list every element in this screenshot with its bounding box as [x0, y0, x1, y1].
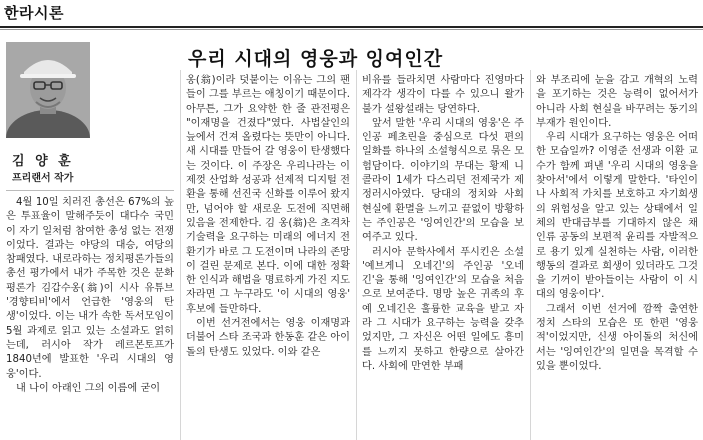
paragraph: 앞서 말한 '우리 시대의 영웅'은 주인공 페초린을 중심으로 다섯 편의 일화를 하나의 소설형식으로 묶은 모험담이다. 이야기의 무대는 황제 니콜라이 1세가 다스리던 전제국가 제정러시아였다. 당대의 정치와 사회 현실에 환멸을 느끼고 끝없이 방황하는 주인공은 '잉여인간'의 모습을 보여주고 있다.	[362, 117, 524, 244]
paragraph: 4월 10일 치러진 총선은 67%의 높은 투표율이 말해주듯이 대다수 국민이 자기 일처럼 참여한 총성 없는 전쟁이었다. 결과는 야당의 대승, 여당의 참패였다. 내로라하는 정치평론가들의 총선 평가에서 내가 주목한 것은 문화평론가 김갑수옹(翁)이 시사 유튜브 '경향티비'에서 언급한 '영웅의 탄생'이었다. 이는 내가 속한 독서모임이 5월 과제로 읽고 있는 소설과도 얽히는데, 러시아 작가 레르몬토프가 1840년에 발표한 '우리 시대의 영웅'이다.	[6, 197, 174, 380]
paragraph: 와 부조리에 눈을 감고 개혁의 노력을 포기하는 것은 능력이 없어서가 아니라 사회 현실을 바꾸려는 동기의 부재가 원인이다.	[536, 75, 698, 129]
column-divider	[530, 70, 531, 440]
article-column-3	[362, 74, 524, 440]
author-photo	[6, 42, 90, 138]
paragraph: 비유를 들라치면 사람마다 진영마다 제각각 생각이 다를 수 있으니 왈가불가 설왕설래는 당연하다.	[362, 75, 524, 115]
paragraph: 러시아 문학사에서 푸시킨은 소설 '예브게니 오네긴'의 주인공 '오네긴'을 통해 '잉여인간'의 모습을 처음으로 보여준다. 명망 높은 귀족의 후예 오네긴은 훌륭한 교육을 받고 자라 그 시대가 요구하는 능력을 갖추었지만, 그 자신은 어떤 일에도 흥미를 느끼지 못하고 한량으로 살아간다. 사회에 만연한 부패	[362, 246, 524, 372]
section-title: 한라시론	[4, 4, 64, 22]
article-column-4	[536, 74, 698, 440]
article-column-1	[6, 196, 174, 440]
paragraph: 옹(翁)이라 덧붙이는 이유는 그의 팬들이 그를 부르는 애칭이기 때문이다. 아무튼, 그가 요약한 한 줄 관전평은 "이재명을 건졌다"였다. 사법살인의 늪에서 건져 올렸다는 뜻만이 아니다. 새 시대를 만들어 갈 영웅이 탄생했다는 것이다. 이 주장은 우리나라는 이제껏 산업화 성공과 선제적 디지털 전환을 통해 선진국 신화를 이루어 왔지만, 넘어야 할 새로운 도전에 직면해 있음을 전제한다. 김 옹(翁)은 초격차 기술력을 요구하는 미래의 에너지 전환기가 바로 그 도전이며 나라의 존망이 걸린 문제로 본다. 이에 대한 정확한 인식과 해법을 명료하게 가진 지도자라면 그 누구라도 '이 시대의 영웅' 후보에 들만하다.	[186, 75, 350, 315]
column-divider	[180, 70, 181, 440]
paragraph: 이번 선거전에서는 영웅 이재명과 더불어 스타 조국과 한동훈 같은 아이돌의 탄생도 있었다. 이와 같은	[186, 318, 350, 358]
section-rule-thin	[0, 29, 703, 30]
paragraph: 우리 시대가 요구하는 영웅은 어떠한 모습일까? 이영준 선생과 이환 교수가 함께 펴낸 '우리 시대의 영웅을 찾아서'에서 이렇게 말한다. '타인이나 사회적 가치를 보호하고 자기희생의 위험성을 알고 있는 상태에서 일체의 반대급부를 기대하지 않은 채 인류 공동의 보편적 윤리를 자발적으로 용기 있게 실천하는 사람, 이러한 행동의 결과로 희생이 있더라도 그것을 기꺼이 받아들이는 사람이 이 시대의 영웅이다'.	[536, 132, 698, 301]
article-column-2	[186, 74, 350, 440]
column-divider	[356, 70, 357, 440]
article-headline: 우리 시대의 영웅과 잉여인간	[188, 48, 444, 70]
author-name: 김 양 훈	[12, 154, 74, 169]
byline-rule	[6, 190, 174, 191]
section-rule	[0, 26, 703, 28]
paragraph: 내 나이 아래인 그의 이름에 굳이	[16, 382, 161, 394]
paragraph: 그래서 이번 선거에 깜짝 출연한 정치 스타의 모습은 또 한편 '영웅적'이었지만, 신생 아이돌의 처신에서는 '잉여인간'의 일면을 목격할 수 있을 뿐이었다.	[536, 303, 698, 372]
author-role: 프리랜서 작가	[12, 173, 74, 184]
